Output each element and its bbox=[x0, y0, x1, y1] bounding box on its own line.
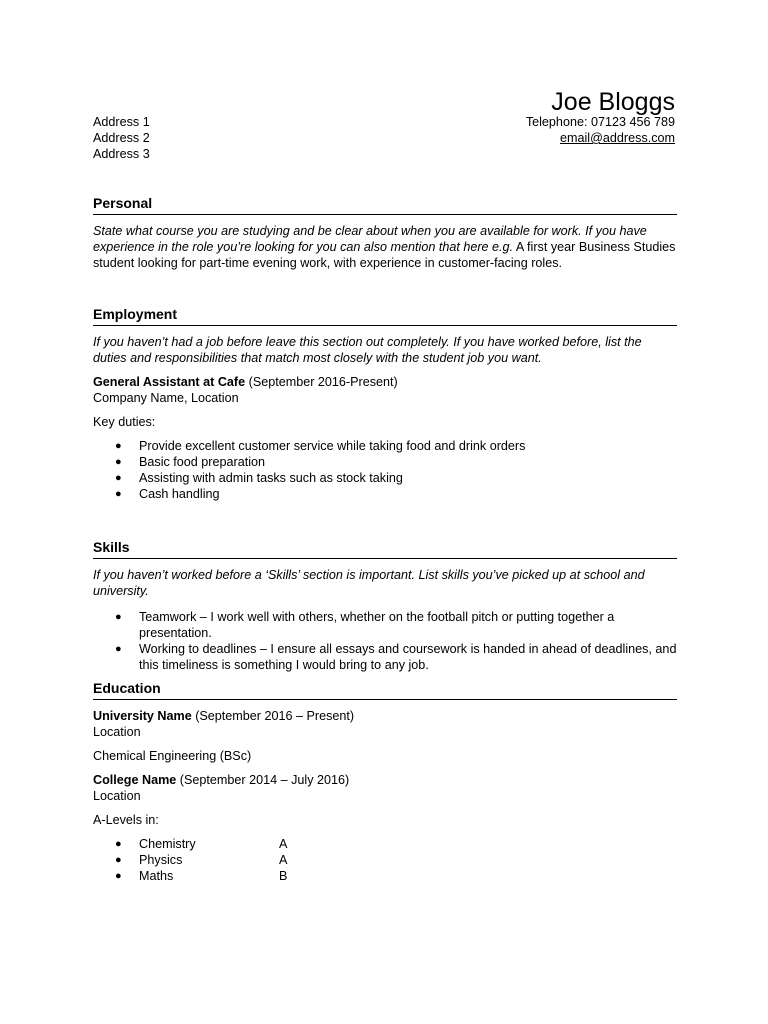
university-name: University Name bbox=[93, 709, 192, 723]
list-item: ● Provide excellent customer service while taking food and drink orders bbox=[115, 439, 526, 453]
personal-section bbox=[93, 194, 677, 271]
bullet-icon: ● bbox=[115, 440, 122, 452]
job-dates: (September 2016-Present) bbox=[245, 375, 398, 389]
employment-heading: Employment bbox=[93, 305, 677, 326]
personal-intro: State what course you are studying and be clear about when you are available for work. If you have experience in the role you’re looking for you can also mention that here e.g. bbox=[93, 224, 647, 254]
list-item: ● Maths B bbox=[115, 869, 288, 883]
duties-list bbox=[93, 438, 677, 502]
address-line-1: Address 1 bbox=[93, 115, 150, 129]
education-section bbox=[93, 679, 677, 884]
key-duties-label: Key duties: bbox=[93, 415, 156, 429]
address-line-3: Address 3 bbox=[93, 147, 150, 161]
skills-section bbox=[93, 538, 677, 673]
university-dates: (September 2016 – Present) bbox=[191, 709, 355, 723]
email-link[interactable]: email@address.com bbox=[560, 131, 675, 145]
skills-intro: If you haven’t worked before a ‘Skills’ section is important. List skills you’ve picked up at school and university. bbox=[93, 568, 645, 598]
employment-section bbox=[93, 305, 677, 502]
college-dates: (September 2014 – July 2016) bbox=[176, 773, 350, 787]
bullet-icon: ● bbox=[115, 854, 122, 866]
bullet-icon: ● bbox=[115, 472, 122, 484]
list-item: ● Assisting with admin tasks such as stock taking bbox=[115, 471, 403, 485]
bullet-icon: ● bbox=[115, 456, 122, 468]
education-heading: Education bbox=[93, 679, 677, 700]
bullet-icon: ● bbox=[115, 870, 122, 882]
contact-block bbox=[526, 114, 675, 146]
skills-heading: Skills bbox=[93, 538, 677, 559]
list-item: ● Basic food preparation bbox=[115, 455, 266, 469]
job-entry bbox=[93, 374, 677, 390]
college-location: Location bbox=[93, 789, 141, 803]
alevels-list bbox=[93, 836, 677, 884]
alevels-label: A-Levels in: bbox=[93, 813, 159, 827]
bullet-icon: ● bbox=[115, 488, 122, 500]
list-item: ● Chemistry A bbox=[115, 837, 288, 851]
employment-intro: If you haven’t had a job before leave this section out completely. If you have worked before, list the duties and responsibilities that match most closely with the student job you want. bbox=[93, 335, 642, 365]
personal-example: A first year Business Studies student looking for part-time evening work, with experience in customer-facing roles. bbox=[93, 240, 676, 270]
bullet-icon: ● bbox=[115, 611, 122, 623]
list-item: ● Teamwork – I work well with others, whether on the football pitch or putting together a presentation. bbox=[115, 610, 615, 640]
job-company: Company Name, Location bbox=[93, 391, 239, 405]
personal-heading: Personal bbox=[93, 194, 677, 215]
university-location: Location bbox=[93, 725, 141, 739]
college-entry bbox=[93, 772, 677, 788]
cv-page bbox=[93, 0, 677, 1024]
telephone: Telephone: 07123 456 789 bbox=[525, 115, 675, 129]
list-item: ● Physics A bbox=[115, 853, 288, 867]
skills-list bbox=[93, 609, 677, 673]
job-title: General Assistant at Cafe bbox=[93, 375, 246, 389]
bullet-icon: ● bbox=[115, 838, 122, 850]
college-name: College Name bbox=[93, 773, 177, 787]
bullet-icon: ● bbox=[115, 643, 122, 655]
personal-statement bbox=[93, 223, 677, 271]
list-item: ● Working to deadlines – I ensure all essays and coursework is handed in ahead of deadlines, and this timeliness is something I would bring to any job. bbox=[115, 642, 677, 672]
list-item: ● Cash handling bbox=[115, 487, 220, 501]
address-block bbox=[93, 114, 150, 162]
address-line-2: Address 2 bbox=[93, 131, 150, 145]
university-entry bbox=[93, 708, 677, 724]
applicant-name: Joe Bloggs bbox=[551, 88, 675, 116]
degree: Chemical Engineering (BSc) bbox=[93, 749, 252, 763]
